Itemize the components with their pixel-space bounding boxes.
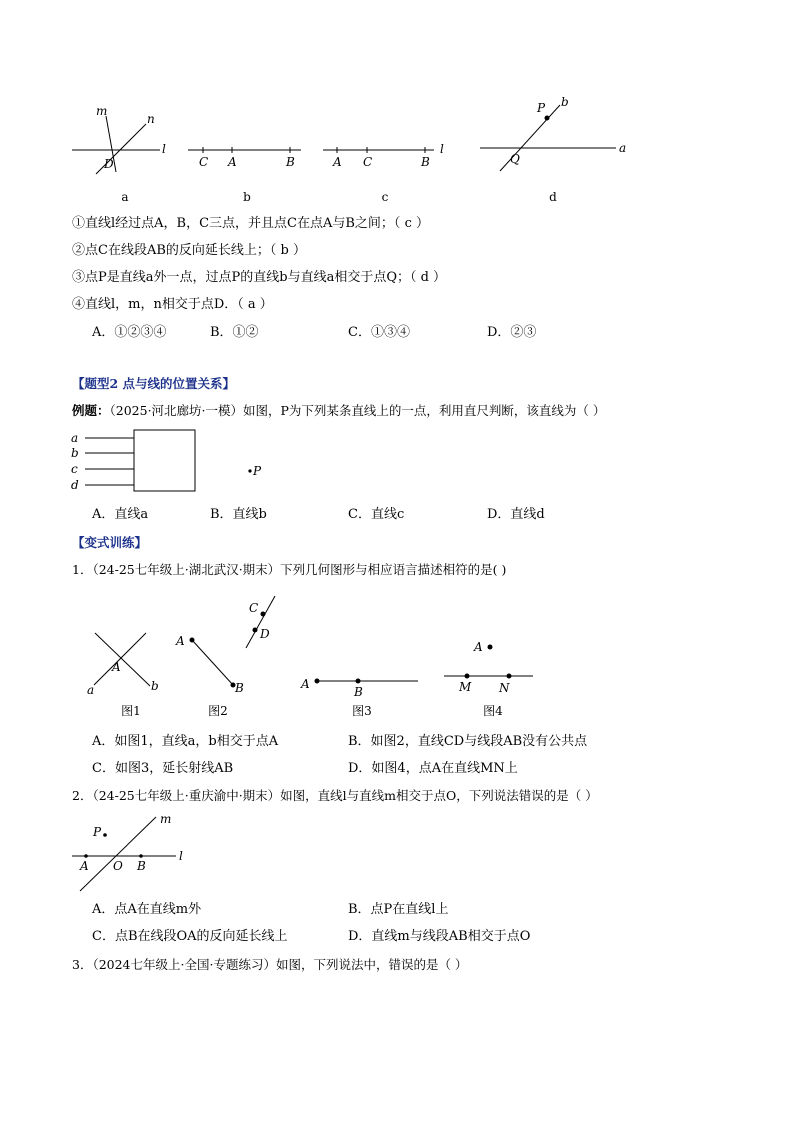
q2-option-d: D．直线m与线段AB相交于点O [348, 929, 531, 944]
match-item-2: ②点C在线段AB的反向延长线上；（ b ） [72, 243, 306, 258]
example-option-d: D．直线d [487, 507, 545, 522]
example-label-b: b [71, 446, 79, 460]
q2-option-b: B．点P在直线l上 [348, 902, 449, 917]
q1-fig2-label-C: C [249, 601, 259, 615]
q1-figure-1 [84, 628, 164, 698]
fig-a-label-n: n [147, 112, 155, 126]
variant-heading: 【变式训练】 [72, 535, 148, 550]
q2-label-l: l [179, 849, 183, 863]
fig-a-label-D: D [104, 157, 114, 171]
fig-d-caption: d [549, 190, 557, 204]
q1-fig4-caption: 图4 [483, 704, 503, 718]
q1-figure-3 [298, 670, 428, 700]
figure-c [320, 140, 450, 175]
q1-option-b: B．如图2，直线CD与线段AB没有公共点 [348, 734, 588, 749]
fig-b-label-B: B [286, 155, 295, 169]
fig-d-label-b: b [561, 95, 569, 109]
q1-fig2-caption: 图2 [208, 704, 228, 718]
q2-label-m: m [160, 812, 172, 826]
fig-d-label-P: P [537, 101, 546, 115]
fig-d-label-a: a [619, 141, 627, 155]
q1-figure-4 [440, 636, 540, 696]
fig-c-label-C: C [363, 155, 373, 169]
q1-text: 1．（24-25七年级上·湖北武汉·期末）下列几何图形与相应语言描述相符的是( ) [72, 562, 507, 577]
example-label-P: P [253, 464, 262, 478]
match-item-1: ①直线l经过点A，B，C三点，并且点C在点A与B之间；（ c ） [72, 216, 429, 231]
example-label-a: a [71, 431, 79, 445]
q1-fig1-label-A: A [112, 660, 121, 674]
q2-label-A: A [80, 859, 89, 873]
match-item-4: ④直线l，m，n相交于点D．（ a ） [72, 297, 273, 312]
fig-c-label-A: A [333, 155, 342, 169]
fig-c-caption: c [381, 190, 389, 204]
fig-c-label-l: l [440, 142, 444, 156]
fig-b-label-A: A [228, 155, 237, 169]
match-item-3: ③点P是直线a外一点，过点P的直线b与直线a相交于点Q；（ d ） [72, 270, 447, 285]
q1-fig3-label-A: A [301, 677, 310, 691]
fig-d-label-Q: Q [510, 152, 520, 166]
q1-fig2-label-B: B [235, 681, 244, 695]
q1-fig4-label-N: N [499, 681, 510, 695]
q1-option-d: D．如图4，点A在直线MN上 [348, 761, 518, 776]
q1-fig1-label-b: b [151, 679, 159, 693]
fig-c-label-B: B [421, 155, 430, 169]
example-line [72, 403, 605, 419]
fig-a-label-m: m [96, 104, 108, 118]
section2-heading: 【题型2 点与线的位置关系】 [72, 376, 236, 391]
example-option-c: C．直线c [348, 507, 405, 522]
example-label: 例题： [72, 403, 110, 418]
q1-fig2-label-A: A [176, 634, 185, 648]
q1-option-c: C．如图3，延长射线AB [92, 761, 234, 776]
figure-b [185, 140, 305, 175]
q2-label-O: O [113, 859, 123, 873]
example-text: （2025·河北廊坊·一模）如图，P为下列某条直线上的一点，利用直尺判断，该直线为（ ） [109, 403, 606, 418]
q2-option-a: A．点A在直线m外 [92, 902, 202, 917]
q2-label-P: P [93, 825, 102, 839]
example-figure [68, 428, 268, 498]
q1-fig3-label-B: B [354, 685, 363, 699]
q2-figure [68, 812, 198, 892]
q2-text: 2．（24-25七年级上·重庆渝中·期末）如图，直线l与直线m相交于点O，下列说法错误的是（ ） [72, 788, 598, 803]
q1-fig4-label-M: M [459, 680, 472, 694]
q2-label-B: B [137, 859, 146, 873]
fig-b-caption: b [243, 190, 251, 204]
match-option-b: B．①② [210, 325, 259, 340]
example-label-c: c [71, 462, 78, 476]
q3-text: 3．（2024七年级上·全国·专题练习）如图，下列说法中，错误的是（ ） [72, 957, 468, 972]
q1-fig1-label-a: a [87, 683, 95, 697]
figure-d [478, 95, 638, 175]
q1-fig2-label-D: D [260, 627, 270, 641]
q2-option-c: C．点B在线段OA的反向延长线上 [92, 929, 288, 944]
q1-figure-2 [172, 596, 282, 696]
match-option-d: D．②③ [487, 325, 537, 340]
example-option-a: A．直线a [92, 507, 149, 522]
match-option-a: A．①②③④ [92, 325, 167, 340]
q1-fig4-label-A: A [474, 640, 483, 654]
q1-fig3-caption: 图3 [352, 704, 372, 718]
match-option-c: C．①③④ [348, 325, 410, 340]
example-option-b: B．直线b [210, 507, 267, 522]
fig-b-label-C: C [199, 155, 209, 169]
fig-a-caption: a [121, 190, 129, 204]
q1-fig1-caption: 图1 [121, 704, 141, 718]
figure-a [68, 100, 178, 180]
fig-a-label-l: l [162, 142, 166, 156]
example-label-d: d [71, 478, 79, 492]
q1-option-a: A．如图1，直线a，b相交于点A [92, 734, 279, 749]
